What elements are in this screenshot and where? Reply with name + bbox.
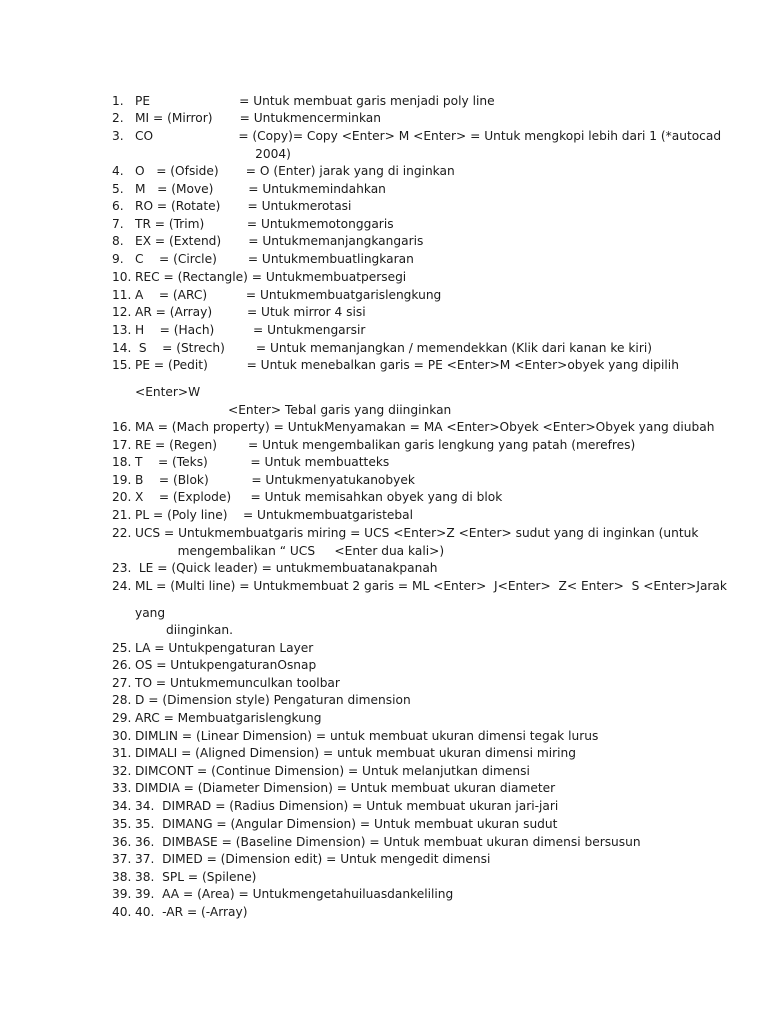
list-text: MA = (Mach property) = UntukMenyamakan = MA <Enter>Obyek <Enter>Obyek yang diubah (135, 420, 715, 434)
list-number: 24. (112, 579, 132, 593)
list-number: 20. (112, 490, 132, 504)
list-text: OS = UntukpengaturanOsnap (135, 658, 317, 672)
list-text: PE = (Pedit) = Untuk menebalkan garis = PE <Enter>M <Enter>obyek yang dipilih (135, 358, 679, 372)
list-number: 3. (112, 129, 124, 143)
list-text: 38. SPL = (Spilene) (135, 870, 257, 884)
list-text: D = (Dimension style) Pengaturan dimension (135, 693, 411, 707)
list-number: 23. (112, 561, 132, 575)
list-text: AR = (Array) = Utuk mirror 4 sisi (135, 305, 366, 319)
list-number: 25. (112, 641, 132, 655)
list-number: 5. (112, 182, 124, 196)
list-text: 39. AA = (Area) = Untukmengetahuiluasdankeliling (135, 887, 454, 901)
list-number: 2. (112, 111, 124, 125)
list-number: 38. (112, 870, 132, 884)
list-number: 7. (112, 217, 124, 231)
list-text: C = (Circle) = Untukmembuatlingkaran (135, 252, 414, 266)
list-number: 29. (112, 711, 132, 725)
list-text: PL = (Poly line) = Untukmembuatgaristebal (135, 508, 414, 522)
list-number: 21. (112, 508, 132, 522)
list-number: 17. (112, 438, 132, 452)
list-text: UCS = Untukmembuatgaris miring = UCS <Enter>Z <Enter> sudut yang di inginkan (untuk (135, 526, 699, 540)
list-text: CO = (Copy)= Copy <Enter> M <Enter> = Untuk mengkopi lebih dari 1 (*autocad (135, 129, 722, 143)
list-text: DIMDIA = (Diameter Dimension) = Untuk membuat ukuran diameter (135, 781, 556, 795)
list-number: 1. (112, 94, 124, 108)
list-number: 28. (112, 693, 132, 707)
list-number: 9. (112, 252, 124, 266)
list-number: 8. (112, 234, 124, 248)
list-text: 34. DIMRAD = (Radius Dimension) = Untuk membuat ukuran jari-jari (135, 799, 559, 813)
list-text: LA = Untukpengaturan Layer (135, 641, 314, 655)
list-text: 36. DIMBASE = (Baseline Dimension) = Untuk membuat ukuran dimensi bersusun (135, 835, 641, 849)
list-text: <Enter> Tebal garis yang diinginkan (135, 403, 452, 417)
list-number: 35. (112, 817, 132, 831)
list-number: 16. (112, 420, 132, 434)
list-number: 4. (112, 164, 124, 178)
list-text: REC = (Rectangle) = Untukmembuatpersegi (135, 270, 407, 284)
list-text: mengembalikan “ UCS <Enter dua kali>) (135, 544, 445, 558)
list-text: M = (Move) = Untukmemindahkan (135, 182, 386, 196)
list-number: 39. (112, 887, 132, 901)
list-number: 12. (112, 305, 132, 319)
list-text: S = (Strech) = Untuk memanjangkan / memendekkan (Klik dari kanan ke kiri) (135, 341, 652, 355)
list-number: 18. (112, 455, 132, 469)
list-number: 19. (112, 473, 132, 487)
list-text: diinginkan. (135, 623, 233, 637)
list-text: 2004) (135, 147, 291, 161)
list-text: TO = Untukmemunculkan toolbar (135, 676, 340, 690)
list-number: 36. (112, 835, 132, 849)
list-text: DIMALI = (Aligned Dimension) = untuk membuat ukuran dimensi miring (135, 746, 576, 760)
list-text: T = (Teks) = Untuk membuatteks (135, 455, 390, 469)
list-number: 15. (112, 358, 132, 372)
list-number: 10. (112, 270, 132, 284)
list-text: DIMLIN = (Linear Dimension) = untuk membuat ukuran dimensi tegak lurus (135, 729, 599, 743)
list-text: B = (Blok) = Untukmenyatukanobyek (135, 473, 415, 487)
list-number: 32. (112, 764, 132, 778)
list-text: EX = (Extend) = Untukmemanjangkangaris (135, 234, 424, 248)
list-text: <Enter>W (135, 385, 201, 399)
list-number: 31. (112, 746, 132, 760)
list-text: RE = (Regen) = Untuk mengembalikan garis lengkung yang patah (merefres) (135, 438, 636, 452)
list-text: MI = (Mirror) = Untukmencerminkan (135, 111, 382, 125)
list-text: ARC = Membuatgarislengkung (135, 711, 322, 725)
list-number: 34. (112, 799, 132, 813)
list-text: PE = Untuk membuat garis menjadi poly line (135, 94, 495, 108)
list-text: 37. DIMED = (Dimension edit) = Untuk mengedit dimensi (135, 852, 491, 866)
list-number: 13. (112, 323, 132, 337)
list-number: 40. (112, 905, 132, 919)
list-text: RO = (Rotate) = Untukmerotasi (135, 199, 352, 213)
list-number: 14. (112, 341, 132, 355)
list-text: ML = (Multi line) = Untukmembuat 2 garis = ML <Enter> J<Enter> Z< Enter> S <Enter>Jarak (135, 579, 727, 593)
list-text: H = (Hach) = Untukmengarsir (135, 323, 366, 337)
list-text: X = (Explode) = Untuk memisahkan obyek yang di blok (135, 490, 503, 504)
list-text: A = (ARC) = Untukmembuatgarislengkung (135, 288, 442, 302)
list-text: yang (135, 606, 166, 620)
list-text: 40. -AR = (-Array) (135, 905, 248, 919)
list-number: 27. (112, 676, 132, 690)
list-text: LE = (Quick leader) = untukmembuatanakpanah (135, 561, 438, 575)
list-text: TR = (Trim) = Untukmemotonggaris (135, 217, 394, 231)
list-text: O = (Ofside) = O (Enter) jarak yang di inginkan (135, 164, 455, 178)
list-number: 37. (112, 852, 132, 866)
list-text: 35. DIMANG = (Angular Dimension) = Untuk membuat ukuran sudut (135, 817, 558, 831)
list-number: 22. (112, 526, 132, 540)
list-number: 33. (112, 781, 132, 795)
list-number: 6. (112, 199, 124, 213)
list-number: 30. (112, 729, 132, 743)
list-number: 11. (112, 288, 132, 302)
list-number: 26. (112, 658, 132, 672)
list-text: DIMCONT = (Continue Dimension) = Untuk melanjutkan dimensi (135, 764, 530, 778)
